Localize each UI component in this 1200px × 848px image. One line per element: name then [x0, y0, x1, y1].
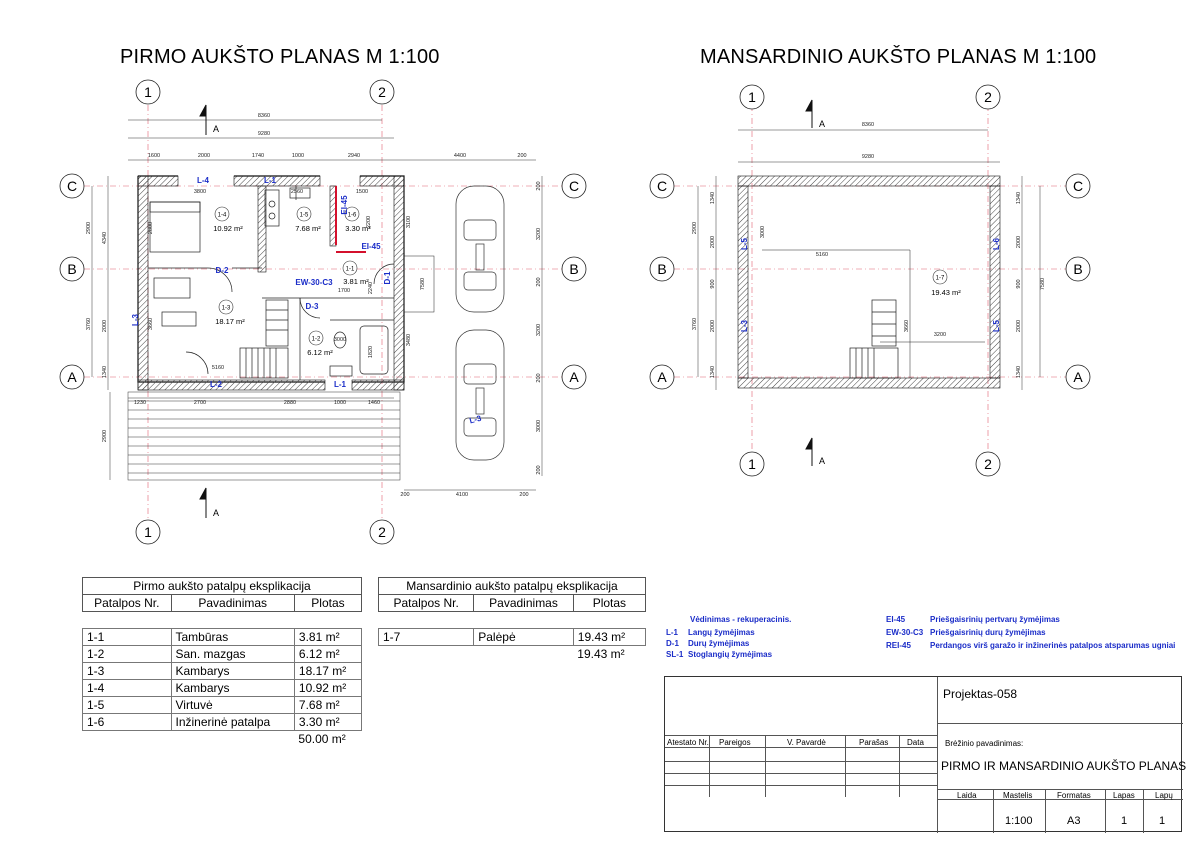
drawing-label: 1340 [102, 365, 108, 379]
drawing-label: 3800 [193, 189, 207, 195]
drawing-label: 900 [1016, 279, 1022, 289]
drawing-label: 1230 [133, 400, 147, 406]
attic-explication-table [378, 577, 646, 662]
drawing-label: 3660 [904, 319, 910, 333]
drawing-label: 5160 [211, 365, 225, 371]
drawing-label: Brėžinio pavadinimas: [945, 739, 1024, 748]
drawing-label: 3660 [148, 317, 154, 331]
drawing-label: 1000 [333, 400, 347, 406]
drawing-label: C [1072, 178, 1084, 194]
drawing-label: 2800 [148, 221, 154, 235]
drawing-label: 7.68 m² [295, 224, 321, 233]
drawing-label: 2 [984, 456, 992, 472]
drawing-label: 2000 [197, 153, 211, 159]
drawing-label: 1-6 [347, 212, 357, 219]
attic-stairs [850, 300, 898, 378]
table-row: 1-6 Inžinerinė patalpa 3.30 m² [83, 714, 362, 731]
drawing-label: 9280 [257, 131, 271, 137]
drawing-label: A [818, 119, 826, 129]
attic-plan-title: MANSARDINIO AUKŠTO PLANAS M 1:100 [700, 46, 1097, 68]
drawing-label: 1000 [291, 153, 305, 159]
drawing-label: 4340 [102, 231, 108, 245]
drawing-label: 200 [536, 465, 542, 475]
drawing-label: 4100 [455, 492, 469, 498]
section-label-top: A [212, 124, 220, 134]
drawing-label: L-1 [334, 380, 346, 389]
drawing-label: 200 [517, 153, 527, 159]
drawing-label: 1-3 [221, 305, 231, 312]
drawing-label: 1 [748, 89, 756, 105]
col-header: Pavadinimas [171, 595, 294, 612]
format-value: A3 [1067, 815, 1081, 827]
drawing-label: D-2 [215, 266, 229, 275]
project-name: Projektas-058 [943, 687, 1018, 701]
drawing-label: 3480 [406, 333, 412, 347]
drawing-label: 8360 [257, 113, 271, 119]
table-row: 1-1 Tambūras 3.81 m² [83, 629, 362, 646]
axis-label-2-bottom: 2 [378, 524, 386, 540]
attic-wall-hatch [738, 176, 1000, 388]
drawing-label: B [657, 261, 667, 277]
drawing-label: C [656, 178, 668, 194]
legend-right: EI-45 Priešgaisrinių pertvarų žymėjimas EW-30-C3 Priešgaisrinių durų žymėjimas REI-45 Perdangos virš garažo ir inžinerinės patalpos atsparumas ugniai [886, 615, 1176, 650]
drawing-label: L-5 [992, 320, 1001, 332]
col-header: Plotas [294, 595, 361, 612]
drawing-label: 1740 [251, 153, 265, 159]
drawing-label: A [657, 369, 667, 385]
drawing-label: 3200 [933, 332, 947, 338]
drawing-label: A [818, 456, 826, 466]
drawing-label: 2700 [193, 400, 207, 406]
drawing-label: 10.92 m² [213, 224, 243, 233]
drawing-label: 9280 [861, 154, 875, 160]
stamp-col: Pareigos [719, 738, 751, 747]
drawing-label: 1340 [710, 191, 716, 205]
axis-label-a-right: A [569, 369, 579, 385]
drawing-label: 2900 [692, 221, 698, 235]
drawing-label: 1-4 [217, 212, 227, 219]
drawing-label: 7580 [1040, 277, 1046, 291]
attic-opening-marks [740, 237, 1001, 332]
table-row: 1-2 San. mazgas 6.12 m² [83, 646, 362, 663]
drawing-label: 2 [984, 89, 992, 105]
drawing-label: B [1073, 261, 1083, 277]
drawing-label: 200 [519, 492, 529, 498]
drawing-label: EW-30-C3 [295, 278, 333, 287]
drawing-label: L-3 [468, 413, 483, 426]
col-header: Patalpos Nr. [83, 595, 172, 612]
drawing-label: 2000 [1016, 319, 1022, 333]
drawing-label: 2000 [710, 319, 716, 333]
stamp-col: Atestato Nr. [667, 738, 709, 747]
drawing-label: 1-1 [345, 266, 355, 273]
ground-plan [84, 105, 562, 520]
drawing-label: 1 [748, 456, 756, 472]
drawing-label: 200 [400, 492, 410, 498]
axis-label-b-left: B [67, 261, 77, 277]
col-header: Pavadinimas [474, 595, 574, 612]
drawing-label: 19.43 m² [931, 288, 961, 297]
col-header: Patalpos Nr. [379, 595, 474, 612]
drawing-label: 5160 [815, 252, 829, 258]
drawing-label: 1340 [1016, 191, 1022, 205]
legend-left: L-1 Langų žymėjimas D-1 Durų žymėjimas SL-1 Stoglangių žymėjimas [666, 628, 773, 659]
table-row: 1-3 Kambarys 18.17 m² [83, 663, 362, 680]
drawing-label: 2900 [86, 221, 92, 235]
drawing-name: PIRMO IR MANSARDINIO AUKŠTO PLANAS [941, 759, 1187, 773]
drawing-label: 3.81 m² [343, 277, 369, 286]
table-row: 1-5 Virtuvė 7.68 m² [83, 697, 362, 714]
axis-label-c-left: C [66, 178, 78, 194]
drawing-label: L-2 [210, 380, 222, 389]
table-caption: Mansardinio aukšto patalpų eksplikacija [379, 578, 646, 595]
drawing-label: L-6 [992, 238, 1001, 250]
drawing-label: 2900 [102, 429, 108, 443]
drawing-label: 3.30 m² [345, 224, 371, 233]
drawing-label: A [1073, 369, 1083, 385]
drawing-label: L-5 [740, 238, 749, 250]
drawing-label: 4400 [453, 153, 467, 159]
car-top [456, 186, 504, 312]
drawing-label: 2560 [290, 189, 304, 195]
attic-section-marks [806, 100, 812, 466]
table-caption: Pirmo aukšto patalpų eksplikacija [83, 578, 362, 595]
table-row: 1-4 Kambarys 10.92 m² [83, 680, 362, 697]
drawing-label: L-3 [740, 320, 749, 332]
drawing-label: 3000 [333, 337, 347, 343]
drawing-label: 3000 [536, 419, 542, 433]
drawing-label: 1340 [710, 365, 716, 379]
drawing-label: 1600 [147, 153, 161, 159]
car-bottom [456, 330, 504, 460]
terrace [128, 392, 400, 480]
col-header: Plotas [573, 595, 645, 612]
axis-label-2-top: 2 [378, 84, 386, 100]
drawing-label: L-3 [131, 314, 140, 326]
axis-label-c-right: C [568, 178, 580, 194]
ground-explication-table [82, 577, 362, 747]
drawing-label: EI-45 [361, 242, 381, 251]
legend-ventilation: Vėdinimas - rekuperacinis. [690, 615, 792, 624]
drawing-label: L-1 [264, 176, 276, 185]
drawing-label: 1820 [368, 345, 374, 359]
drawing-label: 3760 [86, 317, 92, 331]
stamp-col: Parašas [859, 738, 889, 747]
title-block: Projektas-058 Atestato Nr. Pareigos V. Pavardė Parašas Data Brėžinio pavadinimas: PIRMO IR MANSARDINIO AUKŠTO PLANAS Laida Mastelis Formatas Lapas Lapų 1:100 A3 1 1 [664, 676, 1182, 832]
drawing-label: 2940 [347, 153, 361, 159]
drawing-label: 1700 [337, 288, 351, 294]
drawing-label: 1500 [355, 189, 369, 195]
axis-label-a-left: A [67, 369, 77, 385]
drawing-label: 900 [710, 279, 716, 289]
stamp-col: V. Pavardė [787, 738, 826, 747]
scale-value: 1:100 [1005, 815, 1033, 827]
table-total: 50.00 m² [298, 732, 346, 746]
drawing-label: 18.17 m² [215, 317, 245, 326]
ground-plan-title: PIRMO AUKŠTO PLANAS M 1:100 [120, 46, 440, 68]
drawing-label: 1460 [367, 400, 381, 406]
room-1-7 [931, 270, 961, 297]
table-row: 1-7 Palėpė 19.43 m² [379, 629, 646, 646]
drawing-label: 2880 [283, 400, 297, 406]
drawing-label: D-1 [383, 271, 392, 285]
drawing-label: 7580 [420, 277, 426, 291]
drawing-label: 3000 [760, 225, 766, 239]
stamp-col: Data [907, 738, 924, 747]
porch-step [404, 256, 434, 312]
drawing-label: 2000 [710, 235, 716, 249]
table-total: 19.43 m² [577, 647, 625, 661]
drawing-label: 6.12 m² [307, 348, 333, 357]
drawing-label: 200 [536, 277, 542, 287]
section-label-bottom: A [212, 508, 220, 518]
drawing-label: 1-2 [311, 336, 321, 343]
drawing-label: 1-5 [299, 212, 309, 219]
drawing-label: 2200 [366, 215, 372, 229]
axis-label-b-right: B [569, 261, 579, 277]
drawing-label: 200 [536, 181, 542, 191]
drawing-label: 1340 [1016, 365, 1022, 379]
axis-label-1-top: 1 [144, 84, 152, 100]
drawing-label: 2000 [102, 319, 108, 333]
drawing-label: 8360 [861, 122, 875, 128]
sheet-value: 1 [1121, 815, 1128, 827]
attic-dim-lines [698, 130, 1040, 390]
drawing-label: EI-45 [340, 195, 349, 215]
sheets-value: 1 [1159, 815, 1166, 827]
drawing-label: 2240 [368, 281, 374, 295]
axis-label-1-bottom: 1 [144, 524, 152, 540]
drawing-label: 1-7 [935, 275, 945, 282]
drawing-label: 200 [536, 373, 542, 383]
drawing-label: D-3 [305, 302, 319, 311]
drawing-label: 2000 [1016, 235, 1022, 249]
drawing-label: 3760 [692, 317, 698, 331]
drawing-label: 3200 [536, 323, 542, 337]
drawing-label: 3200 [536, 227, 542, 241]
drawing-label: L-4 [197, 176, 209, 185]
drawing-label: 3100 [406, 215, 412, 229]
